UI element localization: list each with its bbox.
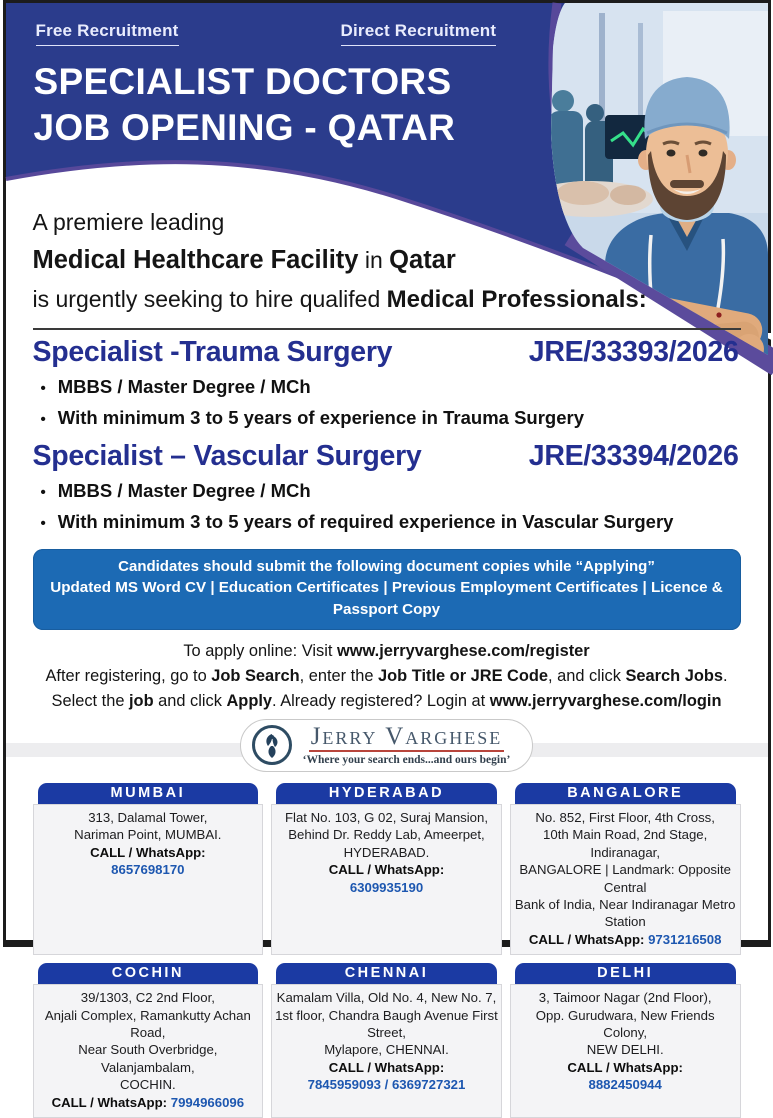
address-line: Opp. Gurudwara, New Friends Colony,: [513, 1007, 738, 1042]
job-bullet: • With minimum 3 to 5 years of required experience in Vascular Surgery: [33, 507, 741, 538]
phone-number[interactable]: 8657698170: [36, 861, 261, 878]
office-details: [510, 804, 741, 955]
job-bullet: • MBBS / Master Degree / MCh: [33, 372, 741, 403]
call-line: [513, 931, 738, 948]
office-details: [33, 804, 264, 955]
office-card-chennai: [271, 963, 502, 1118]
intro-line3-prefix: is urgently seeking to hire qualifed: [33, 286, 387, 312]
call-whatsapp-label: CALL / WhatsApp:: [567, 1060, 683, 1075]
address-line: Kamalam Villa, Old No. 4, New No. 7,: [274, 989, 499, 1006]
page-title: [34, 59, 456, 151]
jre-code-vascular: JRE/33394/2026: [529, 438, 739, 475]
address-line: Bank of India, Near Indiranagar Metro Station: [513, 896, 738, 931]
call-line: [274, 861, 499, 896]
address-line: Nariman Point, MUMBAI.: [36, 826, 261, 843]
job-trauma-surgery: [33, 334, 741, 434]
address-line: Mylapore, CHENNAI.: [274, 1041, 499, 1058]
address-line: HYDERABAD.: [274, 844, 499, 861]
phone-number[interactable]: 6309935190: [274, 879, 499, 896]
apply-line2-t3: , and click: [548, 667, 625, 685]
divider-line: [33, 328, 741, 330]
address-line: Anjali Complex, Ramankutty Achan Road,: [36, 1007, 261, 1042]
call-line: [274, 1059, 499, 1094]
documents-banner: [33, 549, 741, 630]
apply-line3-t2: and click: [154, 692, 227, 710]
address-line: 313, Dalamal Tower,: [36, 809, 261, 826]
direct-recruitment-label: Direct Recruitment: [341, 21, 497, 46]
address-line: Near South Overbridge, Valanjambalam,: [36, 1041, 261, 1076]
jre-code-trauma: JRE/33393/2026: [529, 334, 739, 371]
phone-number[interactable]: 7845959093 / 6369727321: [274, 1076, 499, 1093]
job-title-jre-code-text: Job Title or JRE Code: [378, 667, 548, 685]
address-line: 10th Main Road, 2nd Stage, Indiranagar,: [513, 826, 738, 861]
apply-line3-t3: . Already registered? Login at: [272, 692, 490, 710]
city-name-hyderabad: HYDERABAD: [276, 783, 497, 804]
address-line: 1st floor, Chandra Baugh Avenue First Street,: [274, 1007, 499, 1042]
job-title-vascular: Specialist – Vascular Surgery: [33, 438, 422, 475]
address-line: 3, Taimoor Nagar (2nd Floor),: [513, 989, 738, 1006]
office-details: [271, 984, 502, 1118]
call-whatsapp-label: CALL / WhatsApp:: [90, 845, 206, 860]
city-name-bangalore: BANGALORE: [515, 783, 736, 804]
call-line: [36, 844, 261, 879]
medical-professionals-text: Medical Professionals:: [387, 286, 647, 313]
phone-number[interactable]: 9731216508: [648, 932, 721, 947]
address-line: No. 852, First Floor, 4th Cross,: [513, 809, 738, 826]
jerry-varghese-logo: [240, 719, 534, 772]
city-name-chennai: CHENNAI: [276, 963, 497, 984]
apply-line3-t1: Select the: [52, 692, 129, 710]
logo-area: [33, 719, 741, 777]
free-recruitment-label: Free Recruitment: [36, 21, 179, 46]
office-details: [510, 984, 741, 1118]
office-card-cochin: [33, 963, 264, 1118]
apply-line3: [33, 689, 741, 714]
search-jobs-text: Search Jobs: [625, 667, 722, 685]
intro-paragraph: [33, 204, 741, 319]
apply-line1: [33, 639, 741, 664]
call-whatsapp-label: CALL / WhatsApp:: [52, 1095, 168, 1110]
job-text: job: [129, 692, 154, 710]
office-card-bangalore: [510, 783, 741, 955]
job-bullet: • MBBS / Master Degree / MCh: [33, 476, 741, 507]
city-name-mumbai: MUMBAI: [38, 783, 259, 804]
job-bullet: • With minimum 3 to 5 years of experience in Trauma Surgery: [33, 403, 741, 434]
page-title-line1: SPECIALIST DOCTORS: [34, 59, 456, 105]
login-url[interactable]: www.jerryvarghese.com/login: [490, 692, 722, 710]
logo-tagline: ‘Where your search ends...and ours begin’: [303, 754, 511, 766]
job-title-trauma: Specialist -Trauma Surgery: [33, 334, 393, 371]
call-whatsapp-label: CALL / WhatsApp:: [329, 862, 445, 877]
intro-line3: [33, 280, 741, 319]
office-card-delhi: [510, 963, 741, 1118]
intro-line1: A premiere leading: [33, 204, 741, 241]
call-whatsapp-label: CALL / WhatsApp:: [529, 932, 645, 947]
logo-wordmark: Jerry Varghese: [309, 725, 505, 752]
apply-text: Apply: [226, 692, 272, 710]
office-details: [33, 984, 264, 1118]
address-line: Behind Dr. Reddy Lab, Ameerpet,: [274, 826, 499, 843]
call-line: [513, 1059, 738, 1094]
apply-line2-t2: , enter the: [300, 667, 378, 685]
facility-text: Medical Healthcare Facility: [33, 246, 359, 274]
office-details: [271, 804, 502, 955]
job-search-text: Job Search: [211, 667, 299, 685]
job-poster: [3, 0, 771, 947]
page-title-line2: JOB OPENING - QATAR: [34, 105, 456, 151]
address-line: NEW DELHI.: [513, 1041, 738, 1058]
apply-instructions: [33, 639, 741, 714]
call-line: [36, 1094, 261, 1111]
apply-line2-t1: After registering, go to: [45, 667, 211, 685]
documents-banner-line1: Candidates should submit the following document copies while “Applying”: [45, 556, 729, 577]
intro-line2: [33, 241, 741, 280]
apply-line1-text: To apply online: Visit: [183, 642, 337, 660]
jerry-varghese-logo-icon: [251, 724, 293, 766]
apply-line2: [33, 664, 741, 689]
office-card-mumbai: [33, 783, 264, 955]
phone-number[interactable]: 8882450944: [513, 1076, 738, 1093]
city-name-delhi: DELHI: [515, 963, 736, 984]
office-locations-grid: [33, 783, 741, 1118]
register-url[interactable]: www.jerryvarghese.com/register: [337, 642, 590, 660]
intro-line2-mid: in: [358, 247, 389, 273]
qatar-text: Qatar: [389, 246, 456, 274]
apply-line2-t4: .: [723, 667, 728, 685]
address-line: COCHIN.: [36, 1076, 261, 1093]
address-line: BANGALORE | Landmark: Opposite Central: [513, 861, 738, 896]
call-whatsapp-label: CALL / WhatsApp:: [329, 1060, 445, 1075]
documents-banner-line2: Updated MS Word CV | Education Certificates | Previous Employment Certificates | Licence & Passport Copy: [45, 577, 729, 621]
office-card-hyderabad: [271, 783, 502, 955]
address-line: Flat No. 103, G 02, Suraj Mansion,: [274, 809, 499, 826]
phone-number[interactable]: 7994966096: [171, 1095, 244, 1110]
city-name-cochin: COCHIN: [38, 963, 259, 984]
address-line: 39/1303, C2 2nd Floor,: [36, 989, 261, 1006]
job-vascular-surgery: [33, 438, 741, 538]
